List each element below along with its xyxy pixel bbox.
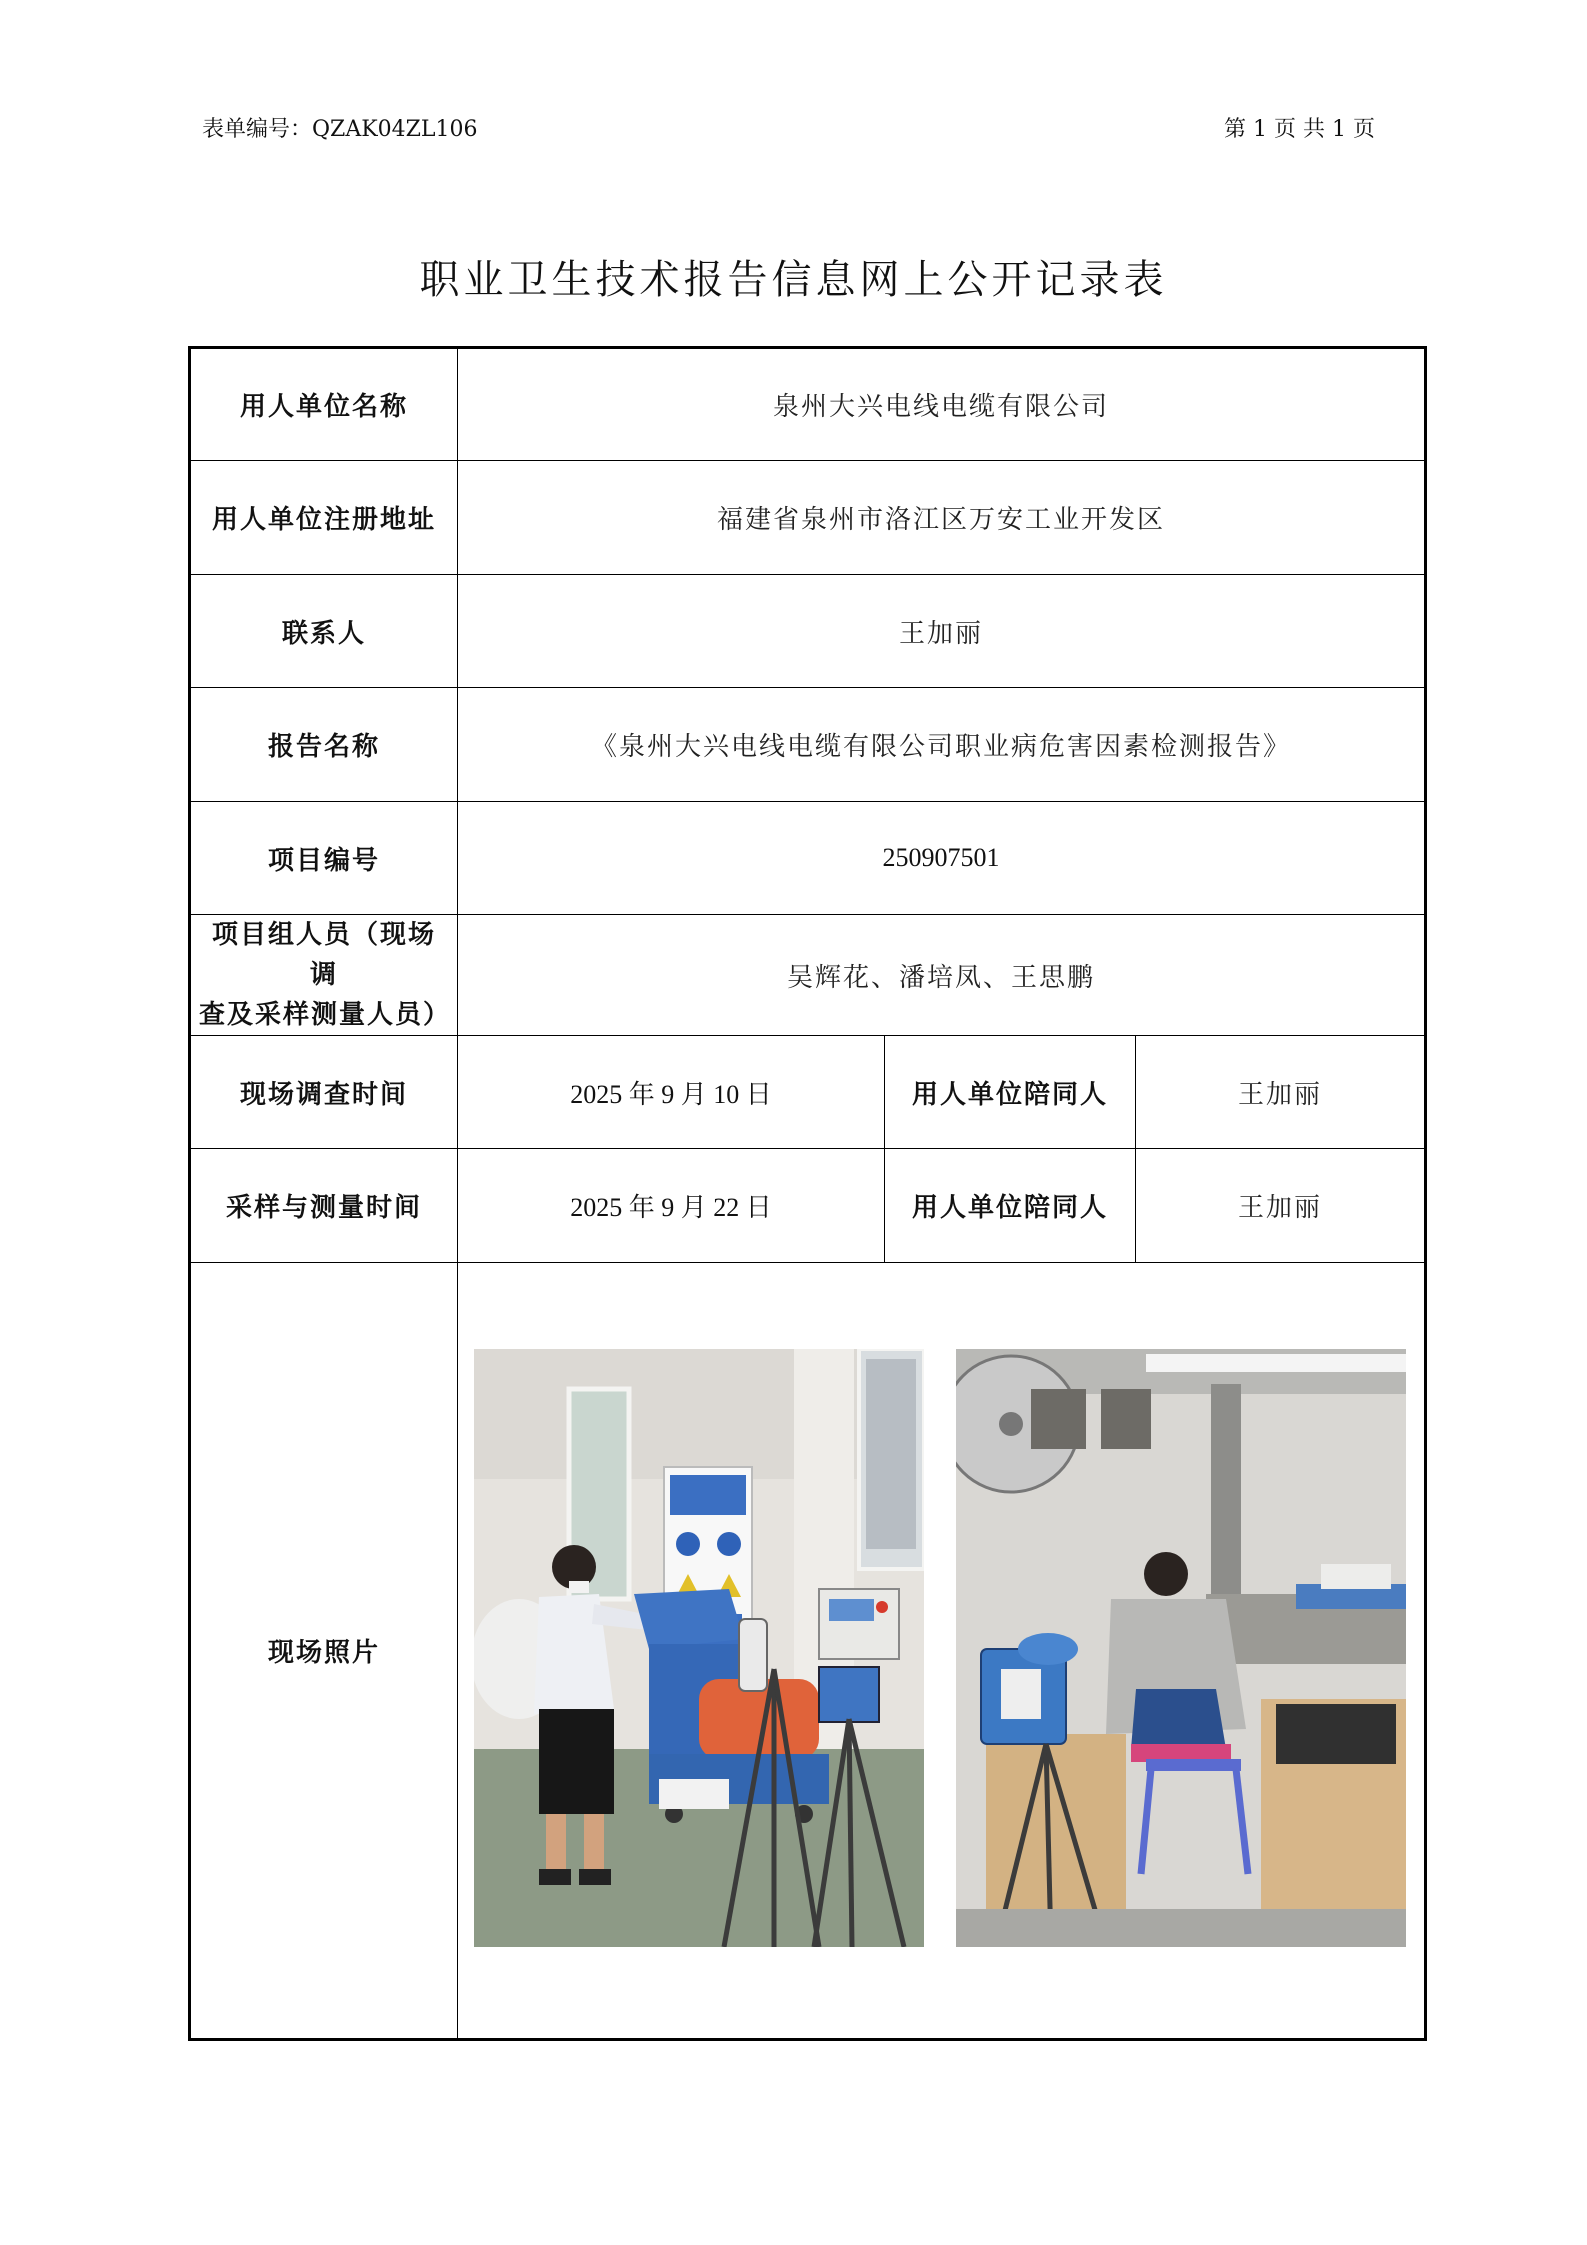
- report-name-label: 报告名称: [190, 688, 458, 802]
- sampling-escort-label: 用人单位陪同人: [885, 1149, 1136, 1263]
- page-title: 职业卫生技术报告信息网上公开记录表: [419, 257, 1168, 303]
- row-employer-name: [190, 348, 1426, 461]
- survey-escort-value: 王加丽: [1136, 1036, 1426, 1149]
- record-table: [188, 346, 1427, 2041]
- survey-time-value: 2025 年 9 月 10 日: [458, 1036, 885, 1149]
- row-sampling-time: [190, 1149, 1426, 1263]
- employer-name-value: 泉州大兴电线电缆有限公司: [458, 348, 1426, 461]
- row-report-name: [190, 688, 1426, 802]
- row-survey-time: [190, 1036, 1426, 1149]
- contact-label: 联系人: [190, 575, 458, 688]
- sampling-escort-value: 王加丽: [1136, 1149, 1426, 1263]
- row-project-no: [190, 802, 1426, 915]
- address-label: 用人单位注册地址: [190, 461, 458, 575]
- form-number: 表单编号：QZAK04ZL106: [202, 117, 478, 142]
- contact-value: 王加丽: [458, 575, 1426, 688]
- photos-cell: [458, 1263, 1426, 2040]
- photos-container: [458, 1263, 1424, 2038]
- members-label: [190, 915, 458, 1036]
- project-no-value: 250907501: [458, 802, 1426, 915]
- employer-name-label: 用人单位名称: [190, 348, 458, 461]
- report-name-value: 《泉州大兴电线电缆有限公司职业病危害因素检测报告》: [458, 688, 1426, 802]
- site-photo-crusher: [474, 1349, 924, 1947]
- row-photos: [190, 1263, 1426, 2040]
- members-value: 吴辉花、潘培凤、王思鹏: [458, 915, 1426, 1036]
- row-address: [190, 461, 1426, 575]
- photos-label: 现场照片: [190, 1263, 458, 2040]
- members-label-line1: 项目组人员（现场调: [211, 920, 436, 990]
- members-label-line2: 查及采样测量人员）: [199, 1000, 452, 1030]
- survey-escort-label: 用人单位陪同人: [885, 1036, 1136, 1149]
- row-members: [190, 915, 1426, 1036]
- sampling-time-value: 2025 年 9 月 22 日: [458, 1149, 885, 1263]
- row-contact: [190, 575, 1426, 688]
- project-no-label: 项目编号: [190, 802, 458, 915]
- address-value: 福建省泉州市洛江区万安工业开发区: [458, 461, 1426, 575]
- sampling-time-label: 采样与测量时间: [190, 1149, 458, 1263]
- page-info: 第 1 页 共 1 页: [1224, 117, 1375, 142]
- site-photo-workbench: [956, 1349, 1406, 1947]
- survey-time-label: 现场调查时间: [190, 1036, 458, 1149]
